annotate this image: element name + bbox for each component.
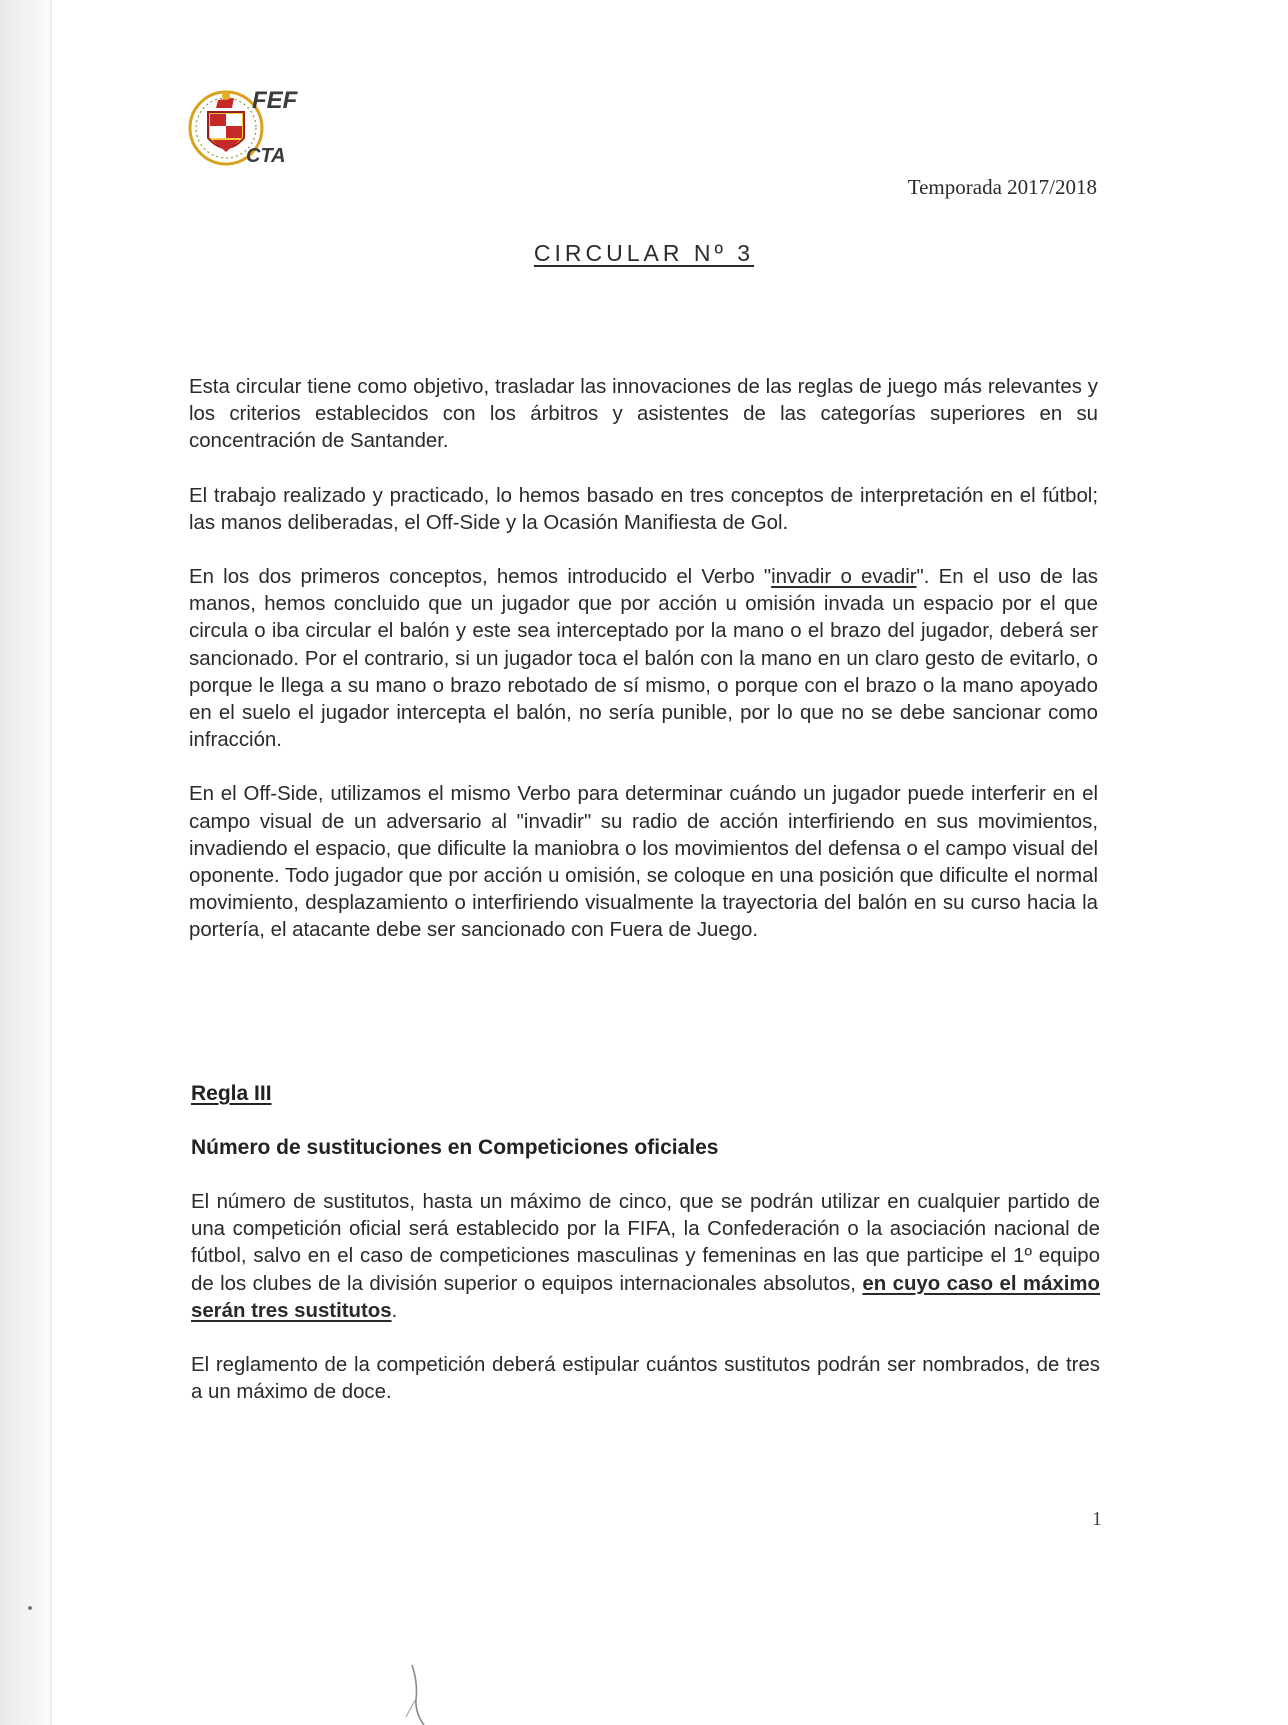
document-title: CIRCULAR Nº 3 (533, 240, 755, 266)
regla-p1-emphasis: en cuyo caso el máximo serán tres sustitutos (191, 1272, 1100, 1322)
regla-paragraph-1 (191, 1189, 1100, 1325)
logo-text-fef: FEF (252, 87, 298, 114)
logo-text-cta: CTA (246, 145, 286, 167)
intro-paragraph-1: Esta circular tiene como objetivo, trasladar las innovaciones de las reglas de juego más relevantes y los criterios establecidos con los árbitros y asistentes de las categorías superiores en su concentración de Santander. (189, 376, 1098, 453)
regla-paragraph-2: El reglamento de la competición deberá estipular cuántos sustitutos podrán ser nombrados, de tres a un máximo de doce. (191, 1354, 1100, 1404)
fef-cta-logo (188, 76, 298, 176)
scan-artifact-dot (28, 1606, 32, 1610)
intro-paragraph-3 (189, 564, 1098, 754)
intro-section (189, 374, 1098, 972)
season-label: Temporada 2017/2018 (907, 175, 1097, 199)
regla-p1-text-after: . (391, 1299, 398, 1322)
section-heading-regla: Regla III (191, 1082, 272, 1105)
intro-paragraph-4: En el Off-Side, utilizamos el mismo Verbo para determinar cuándo un jugador puede interferir en el campo visual de un adversario al "invadir" su radio de acción interfiriendo en sus movimientos, invadiendo el espacio, que dificulte la maniobra o los movimientos del defensa o el campo visual del oponente. Todo jugador que por acción u omisión, se coloque en una posición que dificulte el normal movimiento, desplazamiento o interfiriendo visualmente la trayectoria del balón en su curso hacia la portería, el atacante debe ser sancionado con Fuera de Juego. (189, 783, 1098, 942)
p3-text-before: En los dos primeros conceptos, hemos introducido el Verbo " (189, 566, 772, 589)
scan-artifact-mark (400, 1665, 450, 1725)
p3-underlined-verb: invadir o evadir (771, 566, 917, 589)
page-number: 1 (1092, 1508, 1102, 1530)
intro-paragraph-2: El trabajo realizado y practicado, lo hemos basado en tres conceptos de interpretación en el fútbol; las manos deliberadas, el Off-Side y la Ocasión Manifiesta de Gol. (189, 484, 1098, 534)
section-subheading: Número de sustituciones en Competiciones oficiales (191, 1136, 719, 1159)
regla-p1-text-before: El número de sustitutos, hasta un máximo de cinco, que se podrán utilizar en cualquier partido de una competición oficial será establecido por la FIFA, la Confederación o la asociación nacional de fútbol, salvo en el caso de competiciones masculinas y femeninas en las que participe el 1º equipo de los clubes de la división superior o equipos internacionales absolutos, (191, 1191, 1100, 1295)
regla-section (191, 1189, 1100, 1433)
p3-text-after: ". En el uso de las manos, hemos concluido que un jugador que por acción u omisión invada un espacio por el que circula o iba circular el balón y este sea interceptado por la mano o el brazo del jugador, deberá ser sancionado. Por el contrario, si un jugador toca el balón con la mano en un claro gesto de evitarlo, o porque le llega a su mano o brazo rebotado de sí mismo, o porque con el brazo o la mano apoyado en el suelo el jugador intercepta el balón, no sería punible, por lo que no se debe sancionar como infracción. (189, 566, 1098, 752)
